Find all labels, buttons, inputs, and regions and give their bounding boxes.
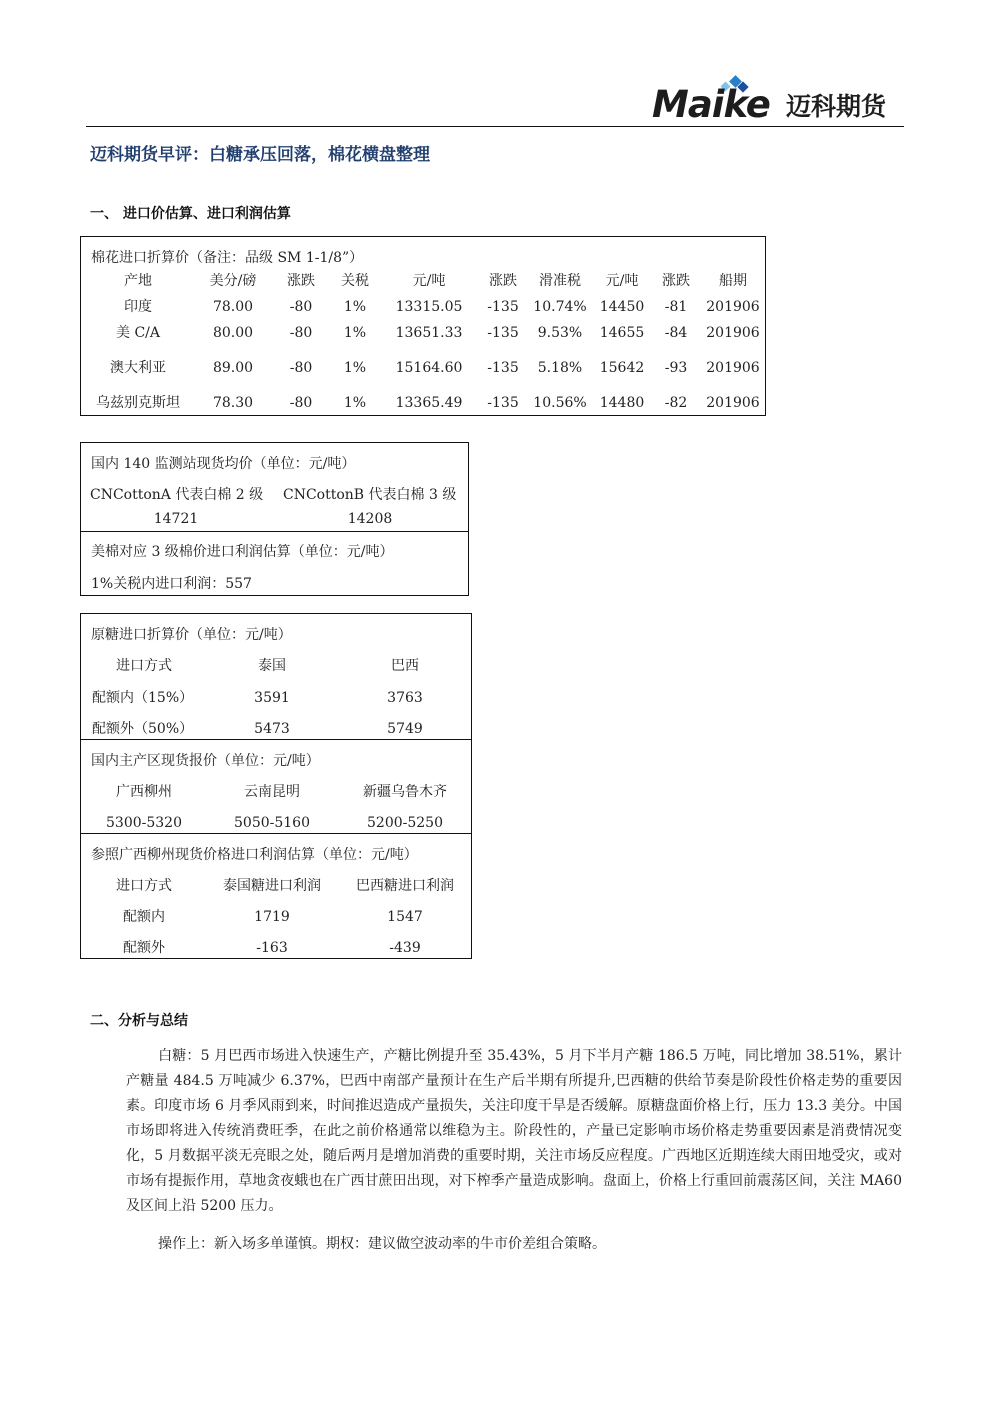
table-cell: 13651.33	[395, 325, 463, 341]
table-cell: 5.18%	[537, 360, 583, 376]
cncotton-a-value: 14721	[153, 511, 199, 527]
table-cell: 1%	[343, 299, 367, 315]
table-divider	[81, 531, 468, 532]
table-cell: 78.00	[212, 299, 254, 315]
sugar-import-caption: 原糖进口折算价（单位：元/吨）	[91, 627, 292, 643]
column-header: 涨跌	[662, 273, 690, 289]
section-1-heading: 一、 进口价估算、进口利润估算	[90, 206, 291, 222]
table-cell: 80.00	[212, 325, 254, 341]
cotton-domestic-caption: 国内 140 监测站现货均价（单位：元/吨）	[91, 456, 356, 472]
table-cell: 15164.60	[395, 360, 463, 376]
column-header: 美分/磅	[209, 273, 257, 289]
analysis-text: 白糖：5 月巴西市场进入快速生产，产糖比例提升至 35.43%，5 月下半月产糖 186.5 万吨，同比增加 38.51%，累计产糖量 484.5 万吨减少 6.37%，巴西中南部产量预计在生产后半期有所提升,巴西糖的供给节奏是阶段性价格走势的重要因素。印度市场 6 月季风雨到来，时间推迟造成产量损失，关注印度干旱是否缓解。原糖盘面价格上行，压力 13.3 美分。中国市场即将进入传统消费旺季，在此之前价格通常以维稳为主。阶段性的，产量已定影响市场价格走势重要因素是消费情况变化，5 月数据平淡无亮眼之处，随后两月是增加消费的重要时期，关注市场反应程度。广西地区近期连续大雨田地受灾，或对市场有提振作用，草地贪夜蛾也在广西甘蔗田出现，对下榨季产量造成影响。盘面上，价格上行重回前震荡区间，关注 MA60 及区间上沿 5200 压力。	[126, 1048, 902, 1214]
table-cell: 乌兹别克斯坦	[96, 395, 180, 411]
document-title: 迈科期货早评：白糖承压回落，棉花横盘整理	[90, 145, 430, 165]
table-cell: 201906	[706, 395, 760, 411]
cncotton-a-label: CNCottonA 代表白棉 2 级	[90, 487, 264, 503]
header-divider	[86, 126, 904, 127]
table-cell: -80	[289, 360, 313, 376]
table-cell: 1%	[343, 325, 367, 341]
table-cell: 201906	[706, 299, 760, 315]
column-header: 进口方式	[116, 658, 172, 674]
table-cell: 5749	[387, 721, 423, 737]
table-cell: 印度	[124, 299, 152, 315]
table-cell: 13365.49	[395, 395, 463, 411]
table-cell: 美 C/A	[116, 325, 160, 341]
column-header: 进口方式	[116, 878, 172, 894]
table-cell: 10.56%	[533, 395, 587, 411]
table-cell: 配额内（15%）	[92, 690, 194, 706]
table-cell: 3763	[387, 690, 423, 706]
region-label: 云南昆明	[244, 784, 300, 800]
table-divider	[81, 739, 471, 740]
table-cell: -135	[487, 395, 519, 411]
table-cell: -135	[487, 299, 519, 315]
region-price: 5300-5320	[106, 815, 182, 831]
cotton-profit-caption: 美棉对应 3 级棉价进口利润估算（单位：元/吨）	[91, 544, 394, 560]
table-cell: -82	[664, 395, 688, 411]
region-label: 广西柳州	[116, 784, 172, 800]
table-cell: 201906	[706, 325, 760, 341]
cotton-import-caption: 棉花进口折算价（备注：品级 SM 1-1/8”）	[91, 250, 364, 266]
table-cell: 1%	[343, 395, 367, 411]
region-price: 5200-5250	[367, 815, 443, 831]
column-header: 巴西糖进口利润	[356, 878, 454, 894]
table-cell: 10.74%	[533, 299, 587, 315]
table-cell: -84	[664, 325, 688, 341]
table-cell: 澳大利亚	[110, 360, 166, 376]
region-price: 5050-5160	[234, 815, 310, 831]
table-cell: -80	[289, 299, 313, 315]
table-cell: 配额内	[123, 909, 165, 925]
table-cell: 5473	[254, 721, 290, 737]
logo-cjk-text: 迈科期货	[786, 92, 887, 121]
table-cell: -93	[664, 360, 688, 376]
table-cell: 配额外（50%）	[92, 721, 194, 737]
table-cell: 9.53%	[537, 325, 583, 341]
table-cell: 14450	[599, 299, 645, 315]
table-cell: 15642	[599, 360, 645, 376]
column-header: 巴西	[391, 658, 419, 674]
table-cell: -80	[289, 325, 313, 341]
table-cell: -439	[389, 940, 421, 956]
analysis-paragraph	[126, 1044, 902, 1219]
logo-latin-text: Maike	[652, 83, 770, 126]
column-header: 元/吨	[605, 273, 639, 289]
table-cell: 1547	[387, 909, 423, 925]
table-cell: 78.30	[212, 395, 254, 411]
column-header: 船期	[719, 273, 747, 289]
operation-text: 操作上：新入场多单谨慎。期权：建议做空波动率的牛市价差组合策略。	[158, 1236, 606, 1252]
cotton-domestic-table	[80, 442, 469, 596]
table-cell: 14655	[599, 325, 645, 341]
section-2-heading: 二、分析与总结	[90, 1013, 188, 1029]
table-cell: 3591	[254, 690, 290, 706]
sugar-spot-caption: 国内主产区现货报价（单位：元/吨）	[91, 753, 320, 769]
table-cell: -135	[487, 325, 519, 341]
sugar-table	[80, 613, 472, 959]
cncotton-b-value: 14208	[347, 511, 393, 527]
table-cell: -163	[256, 940, 288, 956]
table-cell: 配额外	[123, 940, 165, 956]
sugar-profit-caption: 参照广西柳州现货价格进口利润估算（单位：元/吨）	[91, 847, 418, 863]
column-header: 元/吨	[412, 273, 446, 289]
column-header: 泰国糖进口利润	[223, 878, 321, 894]
table-cell: -81	[664, 299, 688, 315]
table-cell: 14480	[599, 395, 645, 411]
operation-paragraph	[126, 1232, 902, 1257]
column-header: 关税	[341, 273, 369, 289]
table-cell: 1719	[254, 909, 290, 925]
column-header: 涨跌	[287, 273, 315, 289]
cncotton-b-label: CNCottonB 代表白棉 3 级	[283, 487, 457, 503]
column-header: 涨跌	[489, 273, 517, 289]
cotton-profit-value: 1%关税内进口利润：557	[91, 576, 252, 592]
region-label: 新疆乌鲁木齐	[363, 784, 447, 800]
column-header: 滑准税	[539, 273, 581, 289]
table-cell: 1%	[343, 360, 367, 376]
table-cell: 13315.05	[395, 299, 463, 315]
cotton-import-table	[80, 236, 766, 416]
column-header: 泰国	[258, 658, 286, 674]
table-cell: -80	[289, 395, 313, 411]
table-divider	[81, 833, 471, 834]
company-logo	[652, 74, 902, 124]
column-header: 产地	[124, 273, 152, 289]
table-cell: 89.00	[212, 360, 254, 376]
table-cell: -135	[487, 360, 519, 376]
table-cell: 201906	[706, 360, 760, 376]
